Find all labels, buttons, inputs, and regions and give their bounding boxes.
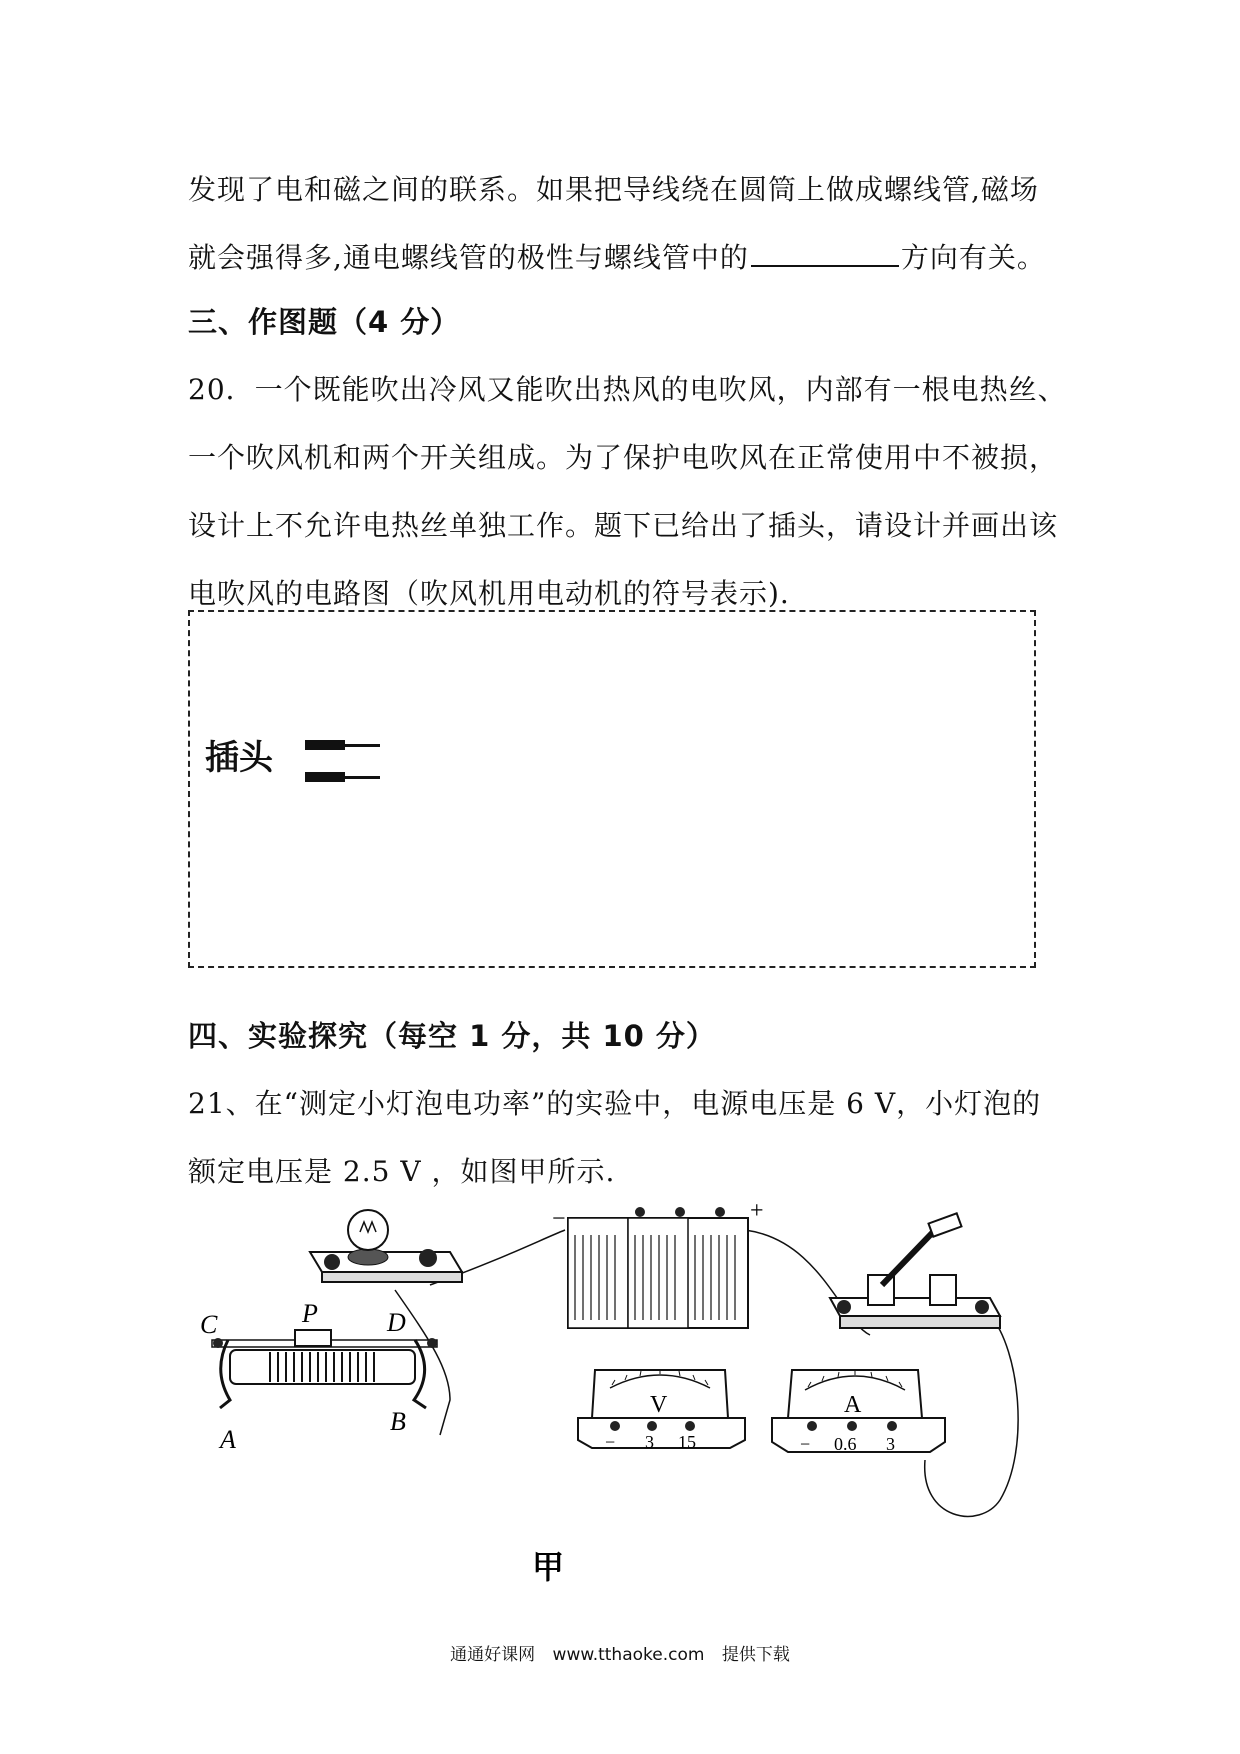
rheostat bbox=[212, 1330, 437, 1408]
voltmeter-symbol: V bbox=[650, 1392, 668, 1418]
paragraph-line-1: 发现了电和磁之间的联系。如果把导线绕在圆筒上做成螺线管,磁场 bbox=[188, 173, 1039, 206]
rheostat-label-b: B bbox=[390, 1407, 406, 1436]
q20-line-1: 20．一个既能吹出冷风又能吹出热风的电吹风，内部有一根电热丝、 bbox=[188, 373, 1067, 406]
q21-line-2: 额定电压是 2.5 V ，如图甲所示. bbox=[188, 1155, 616, 1188]
plug-pin-top-wire bbox=[340, 744, 380, 747]
q20-line-2: 一个吹风机和两个开关组成。为了保护电吹风在正常使用中不被损， bbox=[188, 441, 1059, 474]
wire-switch-ammeter bbox=[925, 1315, 1018, 1516]
voltmeter-terminal-15: 15 bbox=[678, 1432, 696, 1452]
battery-plus: + bbox=[750, 1200, 764, 1224]
q21-line-1: 21、在“测定小灯泡电功率”的实验中，电源电压是 6 V，小灯泡的 bbox=[188, 1087, 1042, 1120]
plug-pin-top-body bbox=[305, 740, 345, 750]
ammeter-terminal-3: 3 bbox=[886, 1434, 895, 1454]
battery-pack bbox=[568, 1207, 748, 1328]
plug-label: 插头 bbox=[205, 738, 273, 778]
figure-caption: 甲 bbox=[532, 1549, 565, 1585]
section4-heading: 四、实验探究（每空 1 分，共 10 分） bbox=[188, 1019, 716, 1053]
footer-site-name: 通通好课网 bbox=[450, 1645, 536, 1665]
line2-after: 方向有关。 bbox=[900, 241, 1046, 274]
plug-pin-bottom-body bbox=[305, 772, 345, 782]
footer-note: 提供下载 bbox=[721, 1645, 790, 1665]
voltmeter-terminal-3: 3 bbox=[645, 1432, 654, 1452]
answer-blank[interactable] bbox=[751, 241, 899, 267]
voltmeter-terminal-neg: − bbox=[605, 1432, 616, 1452]
q20-line-4: 电吹风的电路图（吹风机用电动机的符号表示). bbox=[188, 577, 790, 610]
battery-minus: − bbox=[552, 1206, 566, 1232]
ammeter-terminal-neg: − bbox=[800, 1434, 811, 1454]
circuit-figure bbox=[200, 1200, 1040, 1590]
lamp-board bbox=[310, 1210, 462, 1282]
section3-heading: 三、作图题（4 分） bbox=[188, 305, 461, 339]
rheostat-label-d: D bbox=[387, 1308, 406, 1337]
ammeter-terminal-0-6: 0.6 bbox=[834, 1434, 857, 1454]
q20-line-3: 设计上不允许电热丝单独工作。题下已给出了插头，请设计并画出该 bbox=[188, 509, 1059, 542]
footer-url[interactable]: www.tthaoke.com bbox=[552, 1645, 705, 1665]
line2-before: 就会强得多,通电螺线管的极性与螺线管中的 bbox=[188, 241, 749, 274]
rheostat-label-a: A bbox=[220, 1425, 236, 1454]
paragraph-line-2 bbox=[188, 236, 1046, 276]
plug-pin-bottom-wire bbox=[340, 776, 380, 779]
ammeter-symbol: A bbox=[844, 1392, 862, 1418]
footer bbox=[0, 1640, 1240, 1665]
knife-switch bbox=[830, 1213, 1000, 1328]
rheostat-label-c: C bbox=[200, 1310, 218, 1339]
drawing-area[interactable] bbox=[188, 610, 1036, 968]
rheostat-label-p: P bbox=[302, 1299, 318, 1328]
